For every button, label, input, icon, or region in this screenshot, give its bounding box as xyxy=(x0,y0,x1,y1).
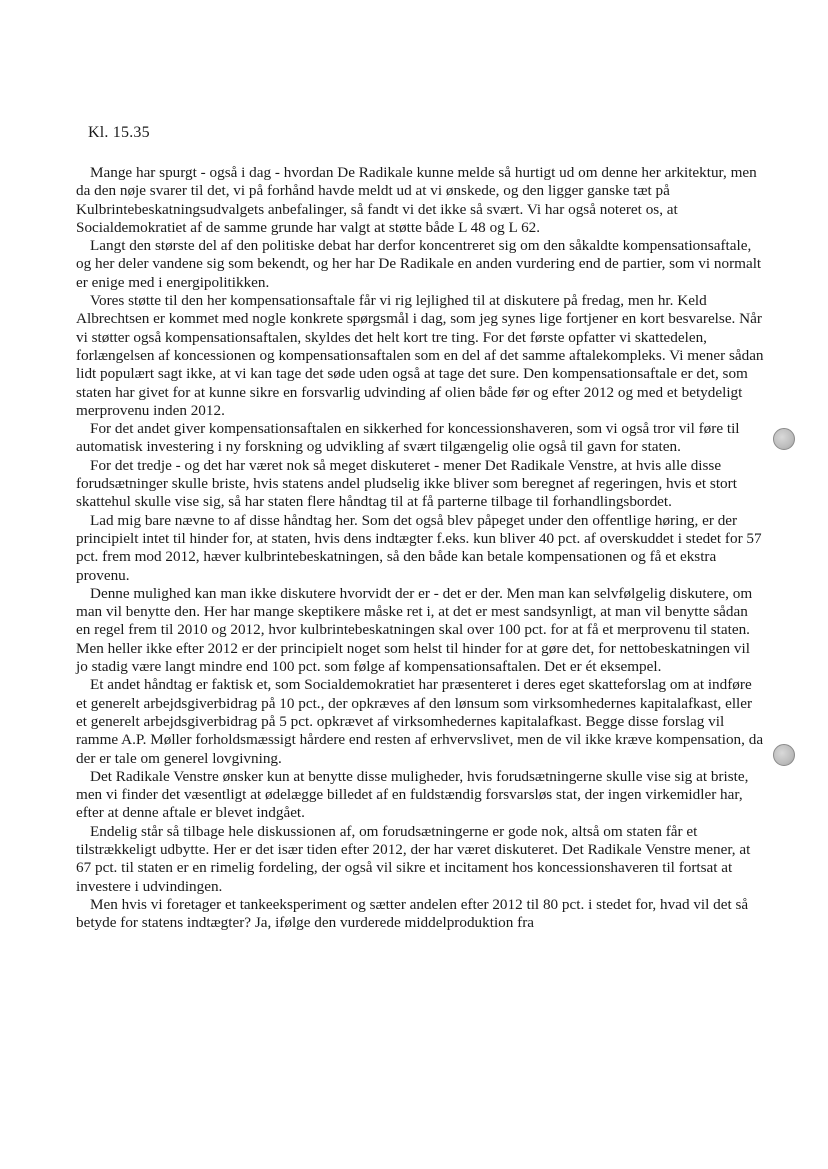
paragraph-5: For det tredje - og det har været nok så meget diskuteret - mener Det Radikale Venstre, at hvis alle disse forudsætninger skulle briste, hvis statens andel pludselig ikke bliver som beregnet af regeringen, hvis et stort skattehul skulle vise sig, så har staten flere håndtag til at få parterne tilbage til forhandlingsbordet. xyxy=(76,456,737,511)
paragraph-9: Det Radikale Venstre ønsker kun at benytte disse muligheder, hvis forudsætningerne skulle vise sig at briste, men vi finder det væsentligt at ødelægge billedet af en fuldstændig forsvarsløs stat, der ingen virkemidler har, efter at denne aftale er blevet indgået. xyxy=(76,767,749,822)
paragraph-7: Denne mulighed kan man ikke diskutere hvorvidt der er - det er der. Men man kan selvfølgelig diskutere, om man vil benytte den. Her har mange skeptikere måske ret i, at det er mest sandsynligt, at man vil benytte sådan en regel frem til 2010 og 2012, hvor kulbrintebeskatningen skal over 100 pct. for at få et merprovenu til staten. Men heller ikke efter 2012 er der principielt noget som helst til hinder for at gøre det, for nettobeskatningen vil jo stadig være langt mindre end 100 pct. som følge af kompensationsaftalen. Det er ét eksempel. xyxy=(76,584,753,676)
paragraph-6: Lad mig bare nævne to af disse håndtag her. Som det også blev påpeget under den offentlige høring, er der principielt intet til hinder for, at staten, hvis dens indtægter f.eks. kun bliver 40 pct. af overskuddet i stedet for 57 pct. frem mod 2012, hæver kulbrintebeskatningen, så den både kan betale kompensationen og få et ekstra provenu. xyxy=(76,511,762,584)
timestamp-heading: Kl. 15.35 xyxy=(88,124,150,141)
paragraph-11: Men hvis vi foretager et tankeeksperiment og sætter andelen efter 2012 til 80 pct. i stedet for, hvad vil det så betyde for statens indtægter? Ja, ifølge den vurderede middelproduktion fra xyxy=(76,895,749,932)
punch-hole-icon xyxy=(773,428,795,450)
paragraph-10: Endelig står så tilbage hele diskussionen af, om forudsætningerne er gode nok, altså om staten får et tilstrækkeligt udbytte. Her er det især tiden efter 2012, der har været diskuteret. Det Radikale Venstre mener, at 67 pct. til staten er en rimelig fordeling, der også vil sikre et incitament hos koncessionshaveren til fortsat at investere i udvindingen. xyxy=(76,822,751,895)
paragraph-8: Et andet håndtag er faktisk et, som Socialdemokratiet har præsenteret i deres eget skatteforslag om at indføre et generelt arbejdsgiverbidrag på 10 pct., der opkræves af den lønsum som virksomhedernes kapitalafkast, eller et generelt arbejdsgiverbidrag på 5 pct. opkrævet af virksomhedernes kapitalafkast. Begge disse forslag vil ramme A.P. Møller forholdsmæssigt hårdere end resten af erhvervslivet, men de vil ikke kræve kompensation, da der er tale om generel lovgivning. xyxy=(76,676,764,767)
paragraph-1: Mange har spurgt - også i dag - hvordan De Radikale kunne melde så hurtigt ud om denne her arkitektur, men da den nøje svarer til det, vi på forhånd havde meldt ud at vi ønskede, og den ligger ganske tæt på Kulbrintebeskatningsudvalgets anbefalinger, så fandt vi det ikke så svært. Vi har også noteret os, at Socialdemokratiet af de samme grunde har valgt at støtte både L 48 og L 62. xyxy=(76,164,757,236)
punch-hole-icon xyxy=(773,744,795,766)
paragraph-3: Vores støtte til den her kompensationsaftale får vi rig lejlighed til at diskutere på fredag, men hr. Keld Albrechtsen er kommet med nogle konkrete spørgsmål i dag, som jeg synes lige fortjener en kort besvarelse. Når vi støtter også kompensationsaftalen, skyldes det helt kort tre ting. For det første opfatter vi skattedelen, forlængelsen af koncessionen og kompensationsaftalen som en del af det samme aftalekompleks. Vi mener sådan lidt populært sagt ikke, at vi kan tage det søde uden også at tage det sure. Den kompensationsaftale er det, som staten har givet for at kunne sikre en forsvarlig udvinding af olien både før og efter 2012 og med et betydeligt merprovenu inden 2012. xyxy=(76,292,764,419)
paragraph-4: For det andet giver kompensationsaftalen en sikkerhed for koncessionshaveren, som vi også tror vil føre til automatisk investering i ny forskning og udvikling af svært tilgængelig olie også til gavn for staten. xyxy=(76,420,740,456)
speech-body xyxy=(76,164,764,932)
paragraph-2: Langt den største del af den politiske debat har derfor koncentreret sig om den såkaldte kompensationsaftale, og her deler vandene sig som bekendt, og her har De Radikale en anden vurdering end de partier, som vi normalt er enige med i energipolitikken. xyxy=(76,237,762,291)
